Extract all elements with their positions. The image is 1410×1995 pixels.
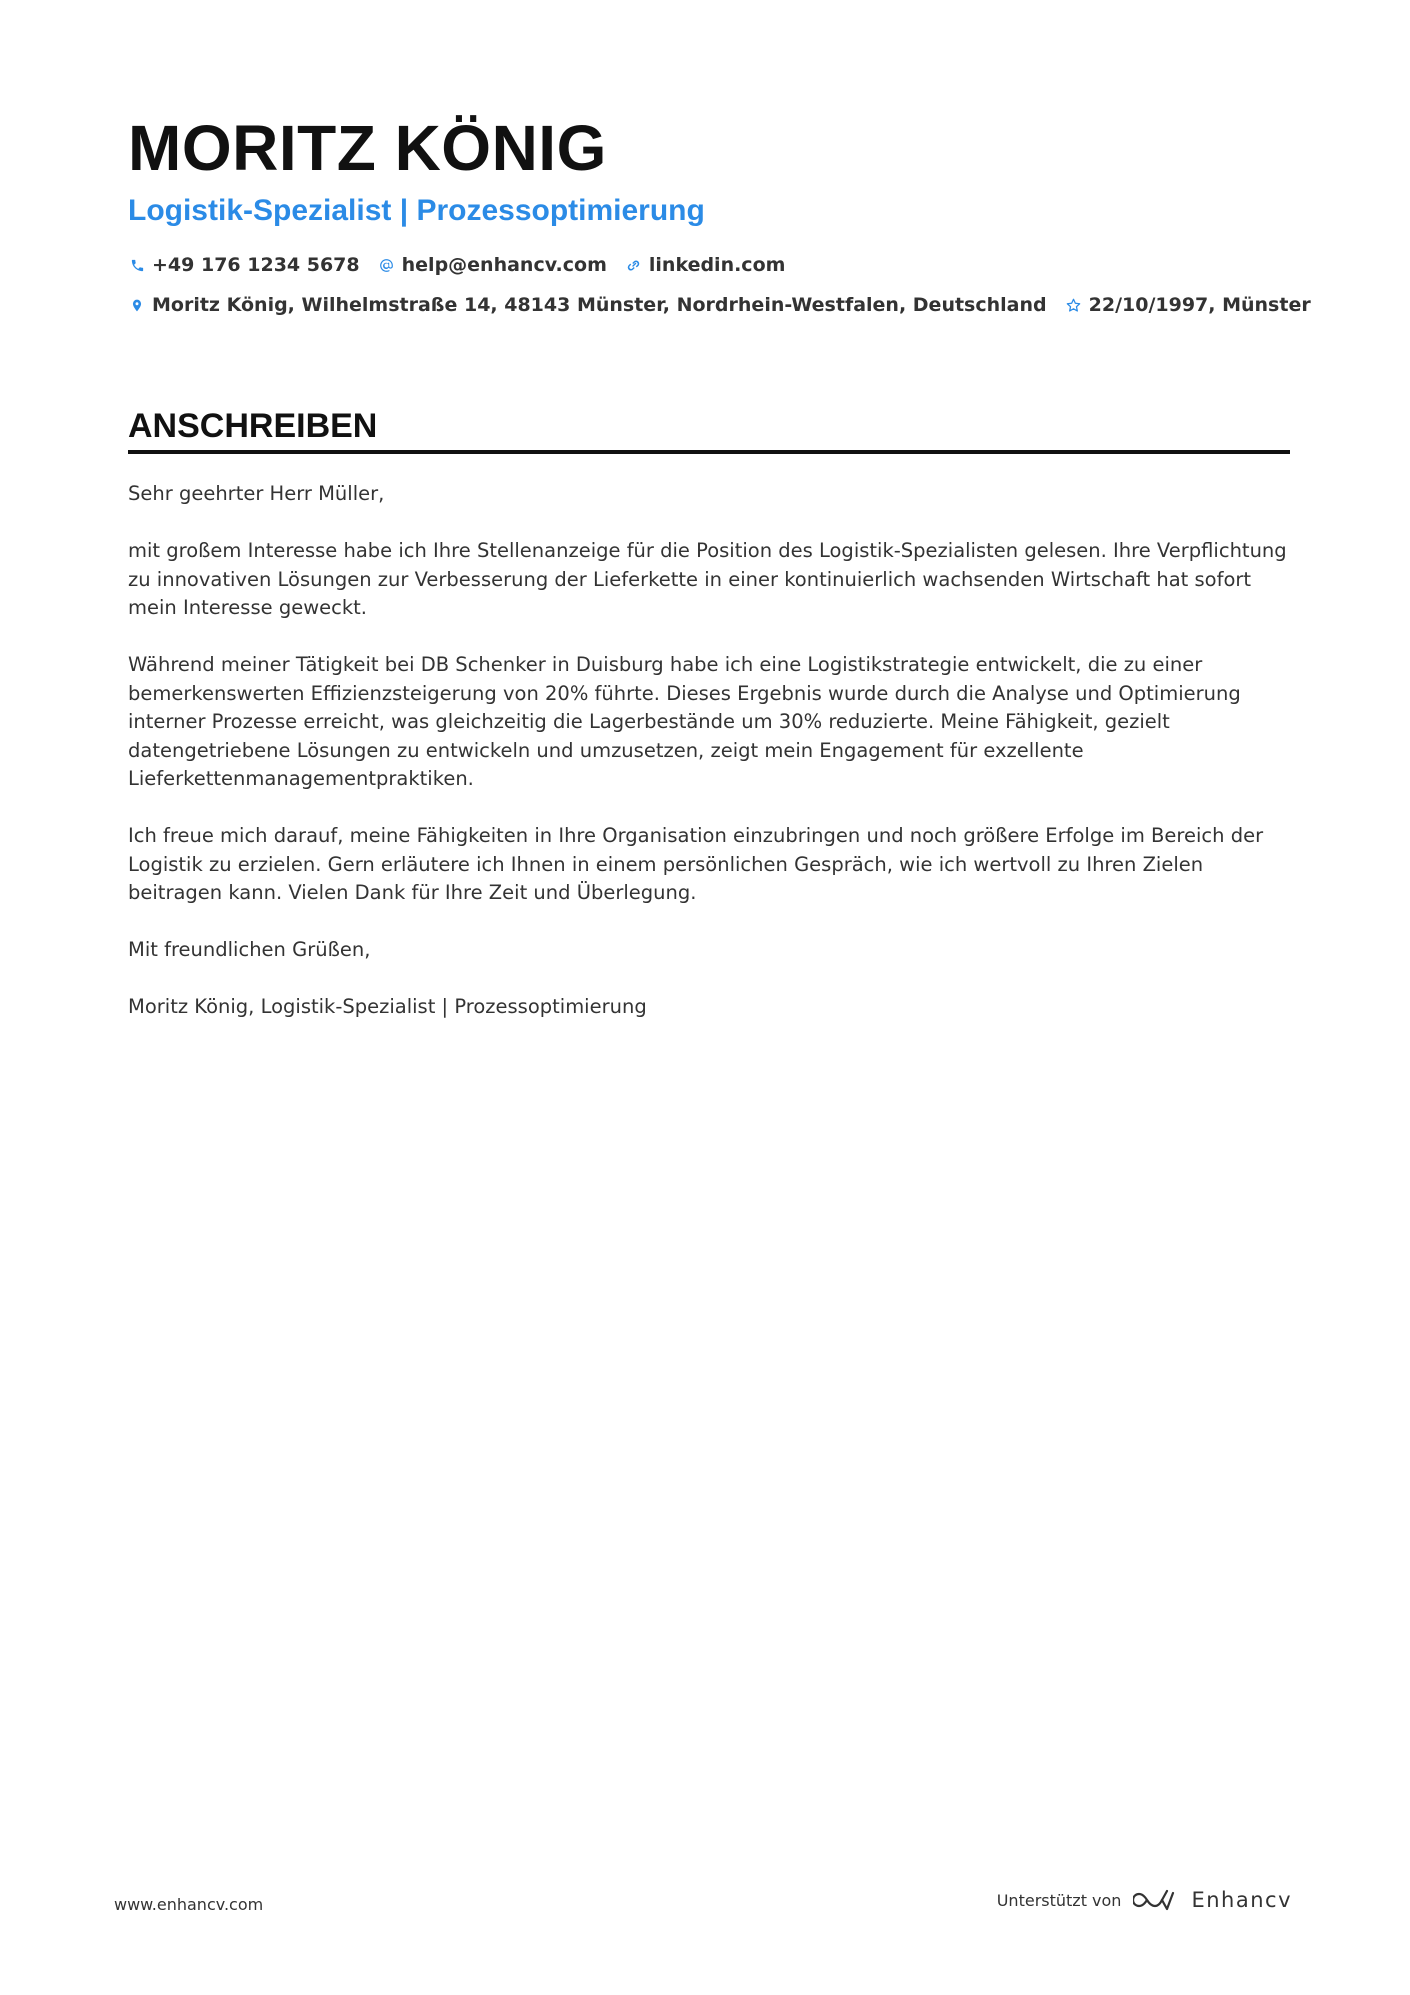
- section-title: ANSCHREIBEN: [128, 407, 378, 445]
- email-text[interactable]: help@enhancv.com: [401, 254, 607, 276]
- candidate-name: MORITZ KÖNIG: [128, 112, 607, 184]
- letter-paragraph-3: Ich freue mich darauf, meine Fähigkeiten in Ihre Organisation einzubringen und noch größere Erfolge im Bereich der Logistik zu erzielen. Gern erläutere ich Ihnen in einem persönlichen Gespräch, wie ich wertvoll zu Ihren Zielen beitragen kann. Vielen Dank für Ihre Zeit und Überlegung.: [128, 824, 1264, 904]
- birth-text: 22/10/1997, Münster: [1088, 294, 1311, 316]
- address-text: Moritz König, Wilhelmstraße 14, 48143 Münster, Nordrhein-Westfalen, Deutschland: [152, 294, 1047, 316]
- contact-row-2: [128, 294, 1329, 316]
- letter-body: [128, 480, 1290, 1050]
- phone-text[interactable]: +49 176 1234 5678: [152, 254, 360, 276]
- footer-website[interactable]: www.enhancv.com: [114, 1895, 264, 1914]
- candidate-title: Logistik-Spezialist | Prozessoptimierung: [128, 194, 705, 227]
- contact-address: [128, 294, 1047, 316]
- letter-paragraph-2: Während meiner Tätigkeit bei DB Schenker in Duisburg habe ich eine Logistikstrategie entwickelt, die zu einer bemerkenswerten Effizienzsteigerung von 20% führte. Dieses Ergebnis wurde durch die Analyse und Optimierung interner Prozesse erreicht, was gleichzeitig die Lagerbestände um 30% reduzierte. Meine Fähigkeit, gezielt datengetriebene Lösungen zu entwickeln und umzusetzen, zeigt mein Engagement für exzellente Lieferkettenmanagementpraktiken.: [128, 653, 1241, 790]
- section-divider: [128, 450, 1290, 454]
- contact-linkedin: [625, 254, 786, 276]
- letter-salutation: Sehr geehrter Herr Müller,: [128, 482, 385, 505]
- contact-birth: [1065, 294, 1311, 316]
- enhancv-logo-icon: [1133, 1886, 1179, 1914]
- contact-email: [378, 254, 607, 276]
- phone-icon: [128, 256, 146, 274]
- letter-closing: Mit freundlichen Grüßen,: [128, 938, 371, 961]
- enhancv-brand-name: Enhancv: [1191, 1888, 1292, 1912]
- powered-by-text: Unterstützt von: [996, 1890, 1122, 1910]
- at-icon: [378, 256, 396, 274]
- letter-paragraph-1: mit großem Interesse habe ich Ihre Stellenanzeige für die Position des Logistik-Spezialisten gelesen. Ihre Verpflichtung zu innovativen Lösungen zur Verbesserung der Lieferkette in einer kontinuierlich wachsenden Wirtschaft hat sofort mein Interesse geweckt.: [128, 539, 1287, 619]
- link-icon: [625, 256, 643, 274]
- location-pin-icon: [128, 296, 146, 314]
- contact-row-1: [128, 254, 803, 276]
- star-icon: [1065, 296, 1083, 314]
- footer-branding: [997, 1886, 1292, 1914]
- linkedin-text[interactable]: linkedin.com: [648, 254, 786, 276]
- letter-signature: Moritz König, Logistik-Spezialist | Prozessoptimierung: [128, 995, 647, 1018]
- contact-phone: [128, 254, 360, 276]
